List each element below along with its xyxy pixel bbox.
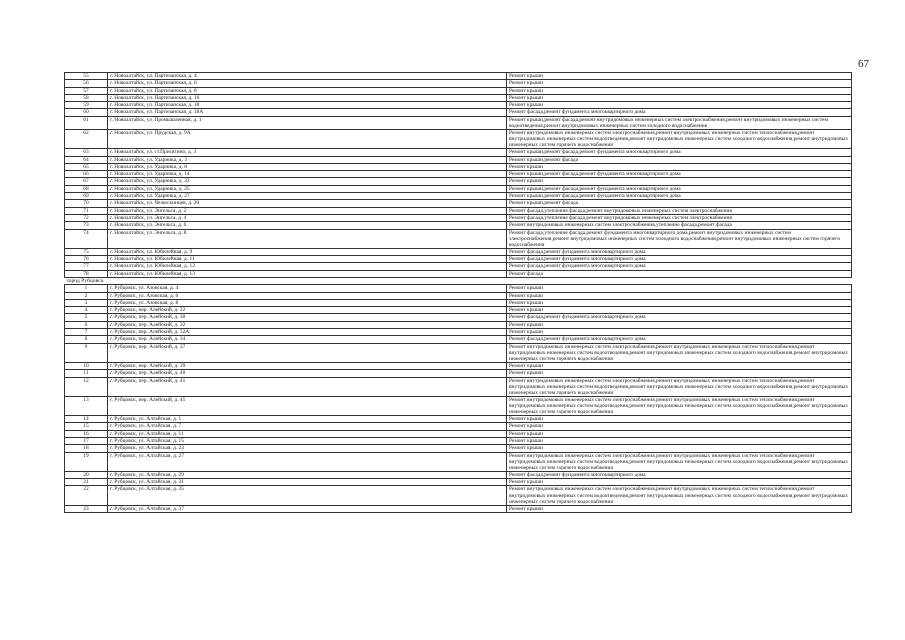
work-type-cell: Ремонт крыши (507, 163, 852, 170)
address-cell: г. Новоалтайск, ул. Промышленная, д. 1 (108, 116, 507, 129)
work-type-cell: Ремонт крыши,ремонт фасада,ремонт фундамента многоквартирного дома (507, 185, 852, 192)
address-cell: г. Рубцовск, пер. Алейский, д. 22 (108, 307, 507, 314)
table-row (65, 329, 852, 336)
work-type-cell: Ремонт крыши (507, 285, 852, 292)
table-row (65, 248, 852, 255)
row-number-cell: 62 (65, 129, 108, 148)
table-row (65, 116, 852, 129)
address-cell: г. Рубцовск, пер. Алейский, д. 40 (108, 370, 507, 377)
work-type-cell: Ремонт крыши,ремонт фасада,ремонт фундамента многоквартирного дома (507, 149, 852, 156)
address-cell: г. Рубцовск, ул. Алтайская, д. 7 (108, 423, 507, 430)
row-number-cell: 70 (65, 200, 108, 207)
row-number-cell: 64 (65, 156, 108, 163)
page-number: 67 (858, 58, 869, 70)
work-type-cell: Ремонт крыши (507, 370, 852, 377)
work-type-cell: Ремонт крыши (507, 445, 852, 452)
address-cell: г. Новоалтайск, ул. Юбилейная, д. 13 (108, 270, 507, 277)
address-cell: г. Рубцовск, ул. Алтайская, д. 35 (108, 486, 507, 505)
row-number-cell: 65 (65, 163, 108, 170)
work-type-cell: Ремонт фасада,ремонт фундамента многоквартирного дома (507, 471, 852, 478)
work-type-cell: Ремонт фасада,утепление фасада,ремонт внутридомовых инженерных систем электроснабжения (507, 207, 852, 214)
address-cell: г. Рубцовск, ул. Алтайская, д. 23 (108, 445, 507, 452)
work-type-cell: Ремонт фасада,ремонт фундамента многоквартирного дома (507, 314, 852, 321)
work-type-cell: Ремонт крыши (507, 178, 852, 185)
work-type-cell: Ремонт внутридомовых инженерных систем электроснабжения,ремонт внутридомовых инженерных систем теплоснабжения,ремонт внутридомовых инженерных систем водоотведения,ремонт внутридомовых инженерных систем холодного водоснабжения,ремонт внутридомовых инженерных систем горячего водоснабжения (507, 452, 852, 471)
table-row (65, 87, 852, 94)
table-row (65, 73, 852, 80)
work-type-cell: Ремонт внутридомовых инженерных систем электроснабжения,ремонт внутридомовых инженерных систем теплоснабжения,ремонт внутридомовых инженерных систем водоотведения,ремонт внутридомовых инженерных систем холодного водоснабжения,ремонт внутридомовых инженерных систем горячего водоснабжения (507, 343, 852, 362)
address-cell: г. Рубцовск, пер. Алейский, д. 34 (108, 336, 507, 343)
row-number-cell: 56 (65, 80, 108, 87)
address-cell: г. Рубцовск, ул. Азовская, д. 8 (108, 299, 507, 306)
row-number-cell: 75 (65, 248, 108, 255)
address-cell: г. Рубцовск, ул. Алтайская, д. 29 (108, 471, 507, 478)
work-type-cell: Ремонт фасада,ремонт фундамента многоквартирного дома (507, 248, 852, 255)
table-row (65, 445, 852, 452)
address-cell: г. Рубцовск, ул. Азовская, д. 6 (108, 292, 507, 299)
table-row (65, 263, 852, 270)
work-type-cell: Ремонт крыши,ремонт фасада (507, 156, 852, 163)
row-number-cell: 19 (65, 452, 108, 471)
work-type-cell: Ремонт внутридомовых инженерных систем электроснабжения,ремонт внутридомовых инженерных систем теплоснабжения,ремонт внутридомовых инженерных систем водоотведения,ремонт внутридомовых инженерных систем холодного водоснабжения,ремонт внутридомовых инженерных систем горячего водоснабжения (507, 377, 852, 396)
row-number-cell: 67 (65, 178, 108, 185)
table-row (65, 256, 852, 263)
work-type-cell: Ремонт крыши (507, 329, 852, 336)
table-row (65, 377, 852, 396)
work-type-cell: Ремонт крыши (507, 102, 852, 109)
table-row (65, 193, 852, 200)
table-body (65, 73, 852, 513)
table-row (65, 362, 852, 369)
row-number-cell: 60 (65, 109, 108, 116)
table-row (65, 292, 852, 299)
row-number-cell: 12 (65, 377, 108, 396)
work-type-cell: Ремонт крыши (507, 299, 852, 306)
row-number-cell: 72 (65, 214, 108, 221)
address-cell: г. Новоалтайск, ул. ст.Присягино, д. 3 (108, 149, 507, 156)
repair-schedule-table (64, 72, 852, 513)
address-cell: г. Новоалтайск, ул. Ударника, д. 14 (108, 171, 507, 178)
address-cell: г. Рубцовск, пер. Алейский, д. 32 (108, 321, 507, 328)
address-cell: г. Новоалтайск, ул. Юбилейная, д. 9 (108, 248, 507, 255)
row-number-cell: 10 (65, 362, 108, 369)
address-cell: г. Новоалтайск, ул. Партизанская, д. 6 (108, 80, 507, 87)
address-cell: г. Новоалтайск, ул. Партизанская, д. 16 (108, 94, 507, 101)
work-type-cell: Ремонт фасада,утепление фасада,ремонт внутридомовых инженерных систем электроснабжения (507, 214, 852, 221)
row-number-cell: 6 (65, 321, 108, 328)
table-row (65, 423, 852, 430)
row-number-cell: 9 (65, 343, 108, 362)
work-type-cell: Ремонт фасада,ремонт фундамента многоквартирного дома (507, 336, 852, 343)
table-row (65, 486, 852, 505)
address-cell: г. Новоалтайск, ул. Энгельса, д. 2 (108, 207, 507, 214)
address-cell: г. Новоалтайск, ул. Партизанская, д. 4 (108, 73, 507, 80)
address-cell: г. Рубцовск, пер. Алейский, д. 32А (108, 329, 507, 336)
table-row (65, 200, 852, 207)
work-type-cell: Ремонт крыши (507, 362, 852, 369)
table-row (65, 452, 852, 471)
row-number-cell: 55 (65, 73, 108, 80)
row-number-cell: 16 (65, 430, 108, 437)
address-cell: г. Новоалтайск, ул. Энгельса, д. 8 (108, 229, 507, 248)
work-type-cell: Ремонт крыши,ремонт фасада,ремонт фундамента многоквартирного дома (507, 171, 852, 178)
address-cell: г. Рубцовск, ул. Алтайская, д. 37 (108, 505, 507, 512)
row-number-cell: 21 (65, 479, 108, 486)
work-type-cell: Ремонт крыши (507, 94, 852, 101)
work-type-cell: Ремонт фасада,ремонт фундамента многоквартирного дома (507, 263, 852, 270)
table-row (65, 396, 852, 415)
row-number-cell: 23 (65, 505, 108, 512)
work-type-cell: Ремонт крыши,ремонт фасада (507, 200, 852, 207)
table-row (65, 343, 852, 362)
table-row (65, 270, 852, 277)
address-cell: г. Новоалтайск, ул. Партизанская, д. 18А (108, 109, 507, 116)
row-number-cell: 73 (65, 222, 108, 229)
address-cell: г. Рубцовск, ул. Алтайская, д. 15 (108, 437, 507, 444)
work-type-cell: Ремонт крыши,ремонт фасада,ремонт внутридомовых инженерных систем электроснабжения,ремонт внутридомовых инженерных систем водоотведения,ремонт внутридомовых инженерных систем холодного водоснабжения (507, 116, 852, 129)
row-number-cell: 68 (65, 185, 108, 192)
address-cell: г. Новоалтайск, ул. Юбилейная, д. 12 (108, 263, 507, 270)
table-row (65, 307, 852, 314)
table-row (65, 471, 852, 478)
table-row (65, 479, 852, 486)
table-row (65, 149, 852, 156)
work-type-cell: Ремонт крыши (507, 321, 852, 328)
table-row (65, 94, 852, 101)
table-row (65, 505, 852, 512)
row-number-cell: 14 (65, 416, 108, 423)
row-number-cell: 13 (65, 396, 108, 415)
row-number-cell: 58 (65, 94, 108, 101)
address-cell: г. Рубцовск, ул. Алтайская, д. 27 (108, 452, 507, 471)
table-row (65, 109, 852, 116)
row-number-cell: 61 (65, 116, 108, 129)
work-type-cell: Ремонт крыши (507, 80, 852, 87)
address-cell: г. Новоалтайск, ул. Энгельса, д. 6 (108, 222, 507, 229)
work-type-cell: Ремонт внутридомовых инженерных систем электроснабжения,ремонт внутридомовых инженерных систем теплоснабжения,ремонт внутридомовых инженерных систем водоотведения,ремонт внутридомовых инженерных систем холодного водоснабжения,ремонт внутридомовых инженерных систем горячего водоснабжения (507, 486, 852, 505)
address-cell: г. Новоалтайск, ул. Челюскинцев, д. 20 (108, 200, 507, 207)
row-number-cell: 57 (65, 87, 108, 94)
table-row (65, 430, 852, 437)
table-row (65, 207, 852, 214)
table-row (65, 437, 852, 444)
row-number-cell: 17 (65, 437, 108, 444)
table-row (65, 222, 852, 229)
row-number-cell: 4 (65, 307, 108, 314)
table-row (65, 129, 852, 148)
address-cell: г. Рубцовск, ул. Азовская, д. 4 (108, 285, 507, 292)
work-type-cell: Ремонт крыши (507, 505, 852, 512)
table-row (65, 171, 852, 178)
row-number-cell: 63 (65, 149, 108, 156)
address-cell: г. Новоалтайск, ул. Ударника, д. 3 (108, 156, 507, 163)
work-type-cell: Ремонт крыши (507, 430, 852, 437)
work-type-cell: Ремонт внутридомовых инженерных систем электроснабжения,ремонт внутридомовых инженерных систем теплоснабжения,ремонт внутридомовых инженерных систем водоотведения,ремонт внутридомовых инженерных систем холодного водоснабжения,ремонт внутридомовых инженерных систем горячего водоснабжения (507, 396, 852, 415)
address-cell: г. Рубцовск, пер. Алейский, д. 37 (108, 343, 507, 362)
address-cell: г. Рубцовск, пер. Алейский, д. 39 (108, 362, 507, 369)
work-type-cell: Ремонт крыши (507, 73, 852, 80)
table-row (65, 285, 852, 292)
table-row (65, 370, 852, 377)
address-cell: г. Рубцовск, ул. Алтайская, д. 11 (108, 430, 507, 437)
work-type-cell: Ремонт крыши (507, 423, 852, 430)
row-number-cell: 2 (65, 292, 108, 299)
row-number-cell: 3 (65, 299, 108, 306)
row-number-cell: 15 (65, 423, 108, 430)
row-number-cell: 11 (65, 370, 108, 377)
address-cell: г. Рубцовск, пер. Алейский, д. 41 (108, 377, 507, 396)
row-number-cell: 5 (65, 314, 108, 321)
table-row (65, 80, 852, 87)
row-number-cell: 1 (65, 285, 108, 292)
address-cell: г. Рубцовск, ул. Алтайская, д. 31 (108, 479, 507, 486)
section-title: город Рубцовск (65, 277, 852, 284)
table-row (65, 178, 852, 185)
work-type-cell: Ремонт внутридомовых инженерных систем электроснабжения,утепление фасада,ремонт фасада (507, 222, 852, 229)
row-number-cell: 7 (65, 329, 108, 336)
address-cell: г. Рубцовск, пер. Алейский, д. 45 (108, 396, 507, 415)
work-type-cell: Ремонт крыши (507, 479, 852, 486)
row-number-cell: 59 (65, 102, 108, 109)
row-number-cell: 77 (65, 263, 108, 270)
table-row (65, 163, 852, 170)
work-type-cell: Ремонт внутридомовых инженерных систем электроснабжения,ремонт внутридомовых инженерных систем теплоснабжения,ремонт внутридомовых инженерных систем водоотведения,ремонт внутридомовых инженерных систем холодного водоснабжения,ремонт внутридомовых инженерных систем горячего водоснабжения (507, 129, 852, 148)
address-cell: г. Новоалтайск, ул. Ударника, д. 8 (108, 163, 507, 170)
row-number-cell: 78 (65, 270, 108, 277)
row-number-cell: 69 (65, 193, 108, 200)
row-number-cell: 22 (65, 486, 108, 505)
work-type-cell: Ремонт крыши (507, 307, 852, 314)
address-cell: г. Новоалтайск, ул. Ударника, д. 22 (108, 178, 507, 185)
address-cell: г. Новоалтайск, ул. Ударника, д. 25 (108, 185, 507, 192)
work-type-cell: Ремонт крыши,ремонт фасада,ремонт фундамента многоквартирного дома (507, 193, 852, 200)
table-row (65, 321, 852, 328)
table-row (65, 314, 852, 321)
address-cell: г. Новоалтайск, ул. Партизанская, д. 18 (108, 102, 507, 109)
table-row (65, 156, 852, 163)
table-row (65, 229, 852, 248)
work-type-cell: Ремонт фасада,утепление фасада,ремонт фундамента многоквартирного дома,ремонт внутридомовых инженерных систем электроснабжения,ремонт внутридомовых инженерных систем холодного водоснабжения,ремонт внутридомовых инженерных систем горячего водоснабжения (507, 229, 852, 248)
section-header-row (65, 277, 852, 284)
work-type-cell: Ремонт крыши (507, 87, 852, 94)
work-type-cell: Ремонт крыши (507, 292, 852, 299)
table-row (65, 102, 852, 109)
row-number-cell: 66 (65, 171, 108, 178)
table-row (65, 214, 852, 221)
work-type-cell: Ремонт фасада,ремонт фундамента многоквартирного дома (507, 256, 852, 263)
row-number-cell: 8 (65, 336, 108, 343)
address-cell: г. Новоалтайск, ул. Прудская, д. 9А (108, 129, 507, 148)
table-row (65, 416, 852, 423)
table-row (65, 336, 852, 343)
address-cell: г. Новоалтайск, ул. Партизанская, д. 8 (108, 87, 507, 94)
row-number-cell: 71 (65, 207, 108, 214)
work-type-cell: Ремонт фасада (507, 270, 852, 277)
table-row (65, 185, 852, 192)
work-type-cell: Ремонт крыши (507, 437, 852, 444)
row-number-cell: 74 (65, 229, 108, 248)
address-cell: г. Новоалтайск, ул. Ударника, д. 27 (108, 193, 507, 200)
address-cell: г. Рубцовск, ул. Алтайская, д. 1 (108, 416, 507, 423)
row-number-cell: 76 (65, 256, 108, 263)
table-row (65, 299, 852, 306)
work-type-cell: Ремонт фасада,ремонт фундамента многоквартирного дома (507, 109, 852, 116)
row-number-cell: 20 (65, 471, 108, 478)
address-cell: г. Рубцовск, пер. Алейский, д. 30 (108, 314, 507, 321)
address-cell: г. Новоалтайск, ул. Энгельса, д. 4 (108, 214, 507, 221)
row-number-cell: 18 (65, 445, 108, 452)
work-type-cell: Ремонт крыши (507, 416, 852, 423)
address-cell: г. Новоалтайск, ул. Юбилейная, д. 11 (108, 256, 507, 263)
